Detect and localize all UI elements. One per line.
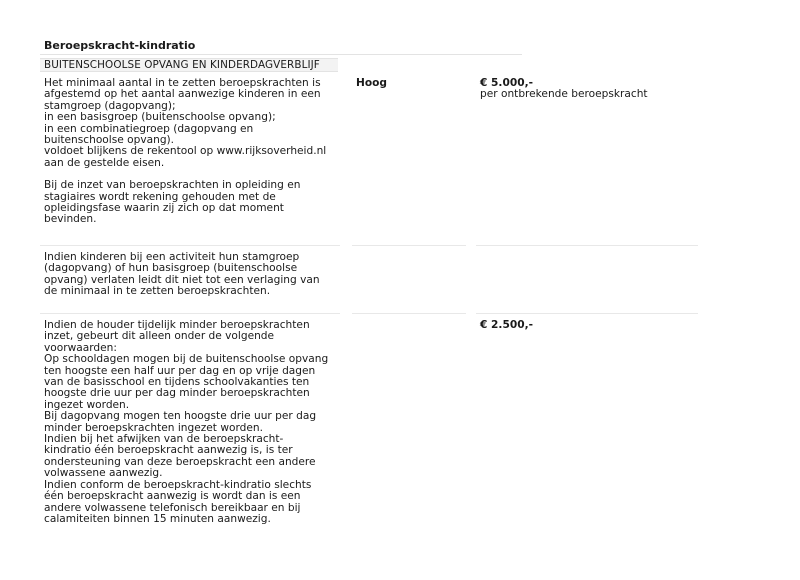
row3-line: één beroepskracht aanwezig is wordt dan is een: [44, 490, 301, 503]
row-divider: [352, 313, 466, 314]
title-divider: [40, 54, 522, 55]
row1-line: in een basisgroep (buitenschoolse opvang);: [44, 111, 276, 124]
row3-line: Bij dagopvang mogen ten hoogste drie uur per dag: [44, 410, 317, 423]
row1-line: Het minimaal aantal in te zetten beroepskrachten is: [44, 77, 321, 89]
row3-line: Indien conform de beroepskracht-kindratio slechts: [44, 478, 312, 491]
row1-amount-note: per ontbrekende beroepskracht: [480, 88, 648, 101]
row-divider: [40, 245, 340, 246]
row1-line: voldoet blijkens de rekentool op www.rijksoverheid.nl: [44, 145, 327, 158]
row-divider: [352, 245, 466, 246]
row1-line: opleidingsfase waarin zij zich op dat moment: [44, 202, 284, 215]
row3-line: kindratio één beroepskracht aanwezig is, is ter: [44, 444, 293, 457]
row1-line: aan de gestelde eisen.: [44, 156, 165, 169]
row3-amount: € 2.500,-: [480, 319, 533, 331]
row1-line: stagiaires wordt rekening gehouden met de: [44, 190, 276, 203]
row3-line: ondersteuning van deze beroepskracht een andere: [44, 455, 316, 468]
row2-line: Indien kinderen bij een activiteit hun stamgroep: [44, 251, 300, 263]
row1-line: in een combinatiegroep (dagopvang en: [44, 122, 254, 135]
section-title: Beroepskracht-kindratio: [44, 39, 196, 52]
row1-severity: Hoog: [356, 77, 388, 89]
row-divider: [476, 313, 698, 314]
row1-description: [44, 78, 344, 226]
row1-penalty: [480, 78, 710, 101]
row1-amount: € 5.000,-: [480, 77, 533, 89]
row1-line: afgestemd op het aantal aanwezige kinderen in een: [44, 88, 321, 101]
row3-line: ingezet worden.: [44, 398, 130, 411]
row1-line: Bij de inzet van beroepskrachten in opleiding en: [44, 179, 301, 192]
row3-description: [44, 320, 344, 525]
row3-line: Indien bij het afwijken van de beroepskracht-: [44, 433, 284, 446]
row1-line: buitenschoolse opvang).: [44, 134, 175, 147]
row3-line: minder beroepskrachten ingezet worden.: [44, 421, 263, 434]
row3-line: inzet, gebeurt dit alleen onder de volgende: [44, 330, 275, 343]
row3-line: hoogste drie uur per dag minder beroepskrachten: [44, 387, 310, 400]
row2-description: [44, 252, 344, 298]
row3-line: voorwaarden:: [44, 341, 117, 354]
row1-line: bevinden.: [44, 213, 97, 226]
row3-line: Indien de houder tijdelijk minder beroepskrachten: [44, 319, 310, 331]
row2-line: opvang) verlaten leidt dit niet tot een verlaging van: [44, 273, 320, 286]
row-divider: [476, 245, 698, 246]
row1-line: stamgroep (dagopvang);: [44, 99, 176, 112]
row3-line: calamiteiten binnen 15 minuten aanwezig.: [44, 512, 271, 525]
row3-line: ten hoogste een half uur per dag en op vrije dagen: [44, 364, 316, 377]
row3-line: andere volwassene telefonisch bereikbaar en bij: [44, 501, 301, 514]
row2-line: (dagopvang) of hun basisgroep (buitenschoolse: [44, 262, 298, 275]
row-divider: [40, 313, 340, 314]
row3-line: van de basisschool en tijdens schoolvakanties ten: [44, 376, 310, 389]
row3-line: Op schooldagen mogen bij de buitenschoolse opvang: [44, 353, 329, 366]
category-header: BUITENSCHOOLSE OPVANG EN KINDERDAGVERBLIJF: [40, 58, 338, 72]
row3-line: volwassene aanwezig.: [44, 467, 163, 480]
row2-line: de minimaal in te zetten beroepskrachten.: [44, 285, 271, 298]
